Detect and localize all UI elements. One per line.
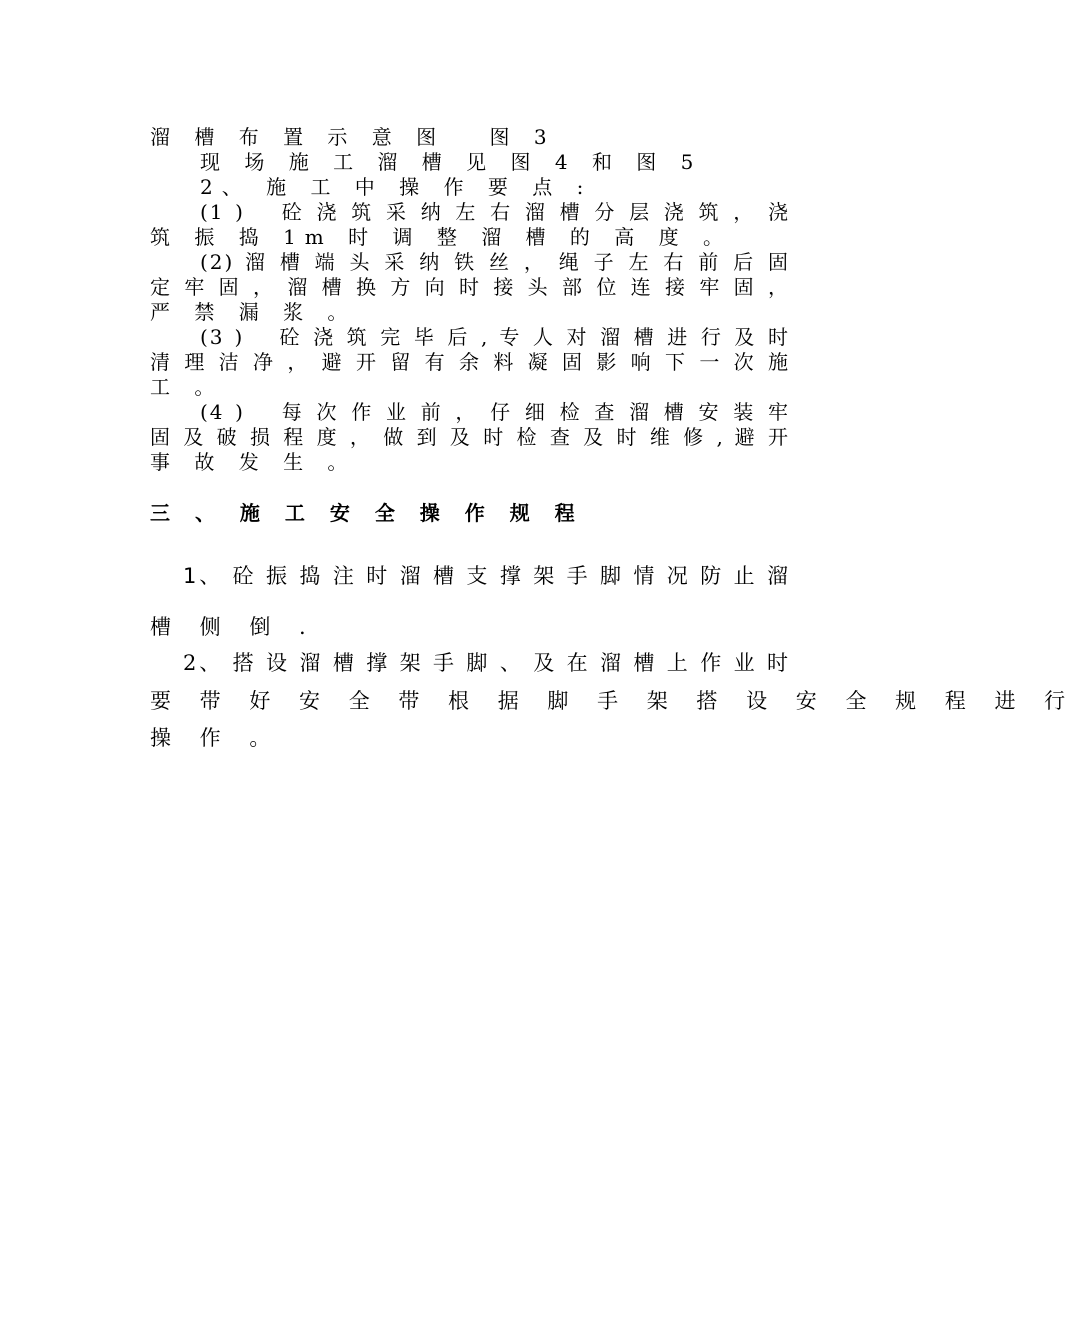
item-4-line-1: (4 ) 每 次 作 业 前 ， 仔 细 检 查 溜 槽 安 装 牢	[200, 400, 790, 424]
item-2-line-3: 严 禁 漏 浆 。	[150, 300, 357, 324]
safety-rule-1-line-1	[183, 561, 790, 591]
section-three-heading: 三 、 施 工 安 全 操 作 规 程	[150, 501, 584, 525]
item-1-line-1: (1 ) 砼 浇 筑 采 纳 左 右 溜 槽 分 层 浇 筑 ， 浇	[200, 200, 790, 224]
safety-rule-2-number: 2	[183, 651, 199, 675]
item-4-line-3: 事 故 发 生 。	[150, 450, 357, 474]
site-photo-reference: 现 场 施 工 溜 槽 见 图 4 和 图 5	[200, 150, 703, 174]
operation-points-heading: 2、 施 工 中 操 作 要 点 :	[200, 175, 593, 199]
item-2-line-2: 定 牢 固 ， 溜 槽 换 方 向 时 接 头 部 位 连 接 牢 固 ，	[150, 275, 790, 299]
item-3-line-1: (3 ) 砼 浇 筑 完 毕 后 , 专 人 对 溜 槽 进 行 及 时	[200, 325, 790, 349]
item-3-line-2: 清 理 洁 净 ， 避 开 留 有 余 料 凝 固 影 响 下 一 次 施	[150, 350, 790, 374]
safety-rule-2-line-2: 要 带 好 安 全 带 根 据 脚 手 架 搭 设 安 全 规 程 进 行	[150, 689, 1076, 713]
safety-rule-1-text: 、 砼 振 捣 注 时 溜 槽 支 撑 架 手 脚 情 况 防 止 溜	[198, 564, 790, 588]
item-1-line-2: 筑 振 捣 1m 时 调 整 溜 槽 的 高 度 。	[150, 225, 732, 249]
item-2-line-1: (2) 溜 槽 端 头 采 纳 铁 丝 ， 绳 子 左 右 前 后 固	[200, 250, 790, 274]
figure-caption: 溜 槽 布 置 示 意 图 图 3	[150, 125, 556, 149]
safety-rule-1-line-2: 槽 侧 倒 .	[150, 615, 317, 639]
safety-rule-2-line-3: 操 作 。	[150, 726, 282, 750]
safety-rule-2-text: 、 搭 设 溜 槽 撑 架 手 脚 、 及 在 溜 槽 上 作 业 时	[198, 651, 790, 675]
safety-rule-2-line-1	[183, 648, 790, 678]
item-4-line-2: 固 及 破 损 程 度 ， 做 到 及 时 检 查 及 时 维 修 , 避 开	[150, 425, 790, 449]
safety-rule-1-number: 1	[183, 564, 199, 588]
item-3-line-3: 工 。	[150, 375, 224, 399]
